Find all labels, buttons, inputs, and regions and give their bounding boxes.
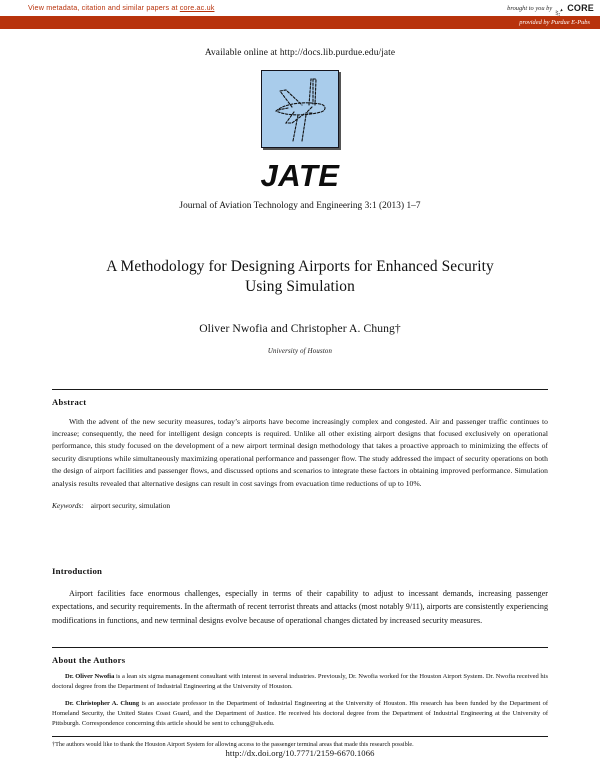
core-banner-top-row <box>0 0 600 16</box>
paper-title-line-1: A Methodology for Designing Airports for Enhanced Security <box>106 258 494 275</box>
author-bio-2 <box>52 699 548 729</box>
metadata-notice <box>28 3 214 12</box>
airplane-icon <box>262 71 338 147</box>
jate-wordmark: JATE <box>260 158 340 193</box>
abstract-text: With the advent of the new security measures, today’s airports have become increasingly complex and congested. Air and passenger traffic continues to increase; consequently, the need for intelligent design concepts is required. Unlike all other existing airport designs that focused exclusively on operational performance, this study focused on the development of a new airport terminal design methodology that takes a proactive approach to minimizing the effects of security disruptions while simultaneously maximizing operational performance and passenger flow. The study addressed the impact of security operations on both the design of airport facilities and passenger flows, and discussed options and scenarios to integrate these factors in obtaining improved performance. Simulation analysis results revealed that alternative designs can result in cost savings from evacuation time reductions of up to 10%. <box>52 416 548 488</box>
available-online-line: Available online at http://docs.lib.purdue.edu/jate <box>204 48 396 58</box>
about-authors-heading: About the Authors <box>52 655 126 666</box>
paper-page <box>0 48 600 749</box>
core-wordmark: CORE <box>567 3 594 13</box>
page-title <box>52 257 548 298</box>
keywords-label: Keywords: <box>52 500 84 510</box>
author-affiliation: University of Houston <box>267 347 333 355</box>
core-banner <box>0 0 600 30</box>
core-logo-icon <box>555 4 564 13</box>
author-bio-2-name: Dr. Christopher A. Chung <box>65 699 140 707</box>
core-ac-uk-link[interactable]: core.ac.uk <box>179 3 215 12</box>
journal-logo-wrap <box>52 70 548 148</box>
brought-to-you-by-label: brought to you by <box>507 4 553 12</box>
jate-logo <box>261 70 339 148</box>
author-bio-2-text: is an associate professor in the Department of Industrial Engineering at the University of Houston. His research has been funded by the Department of Homeland Security, the United States Coast Guard, and the Department of Justice. He received his doctoral degree from the Department of Industrial Engineering at the University of Pittsburgh. Correspondence concerning this article should be sent to cchung@uh.edu. <box>52 699 548 727</box>
author-bio-1-text: is a lean six sigma management consultant with interest in several industries. Previously, Dr. Nwofia worked for the Houston Airport System. Dr. Nwofia received his doctoral degree from the Department of Industrial Engineering at the University of Houston. <box>52 673 548 691</box>
paper-title-line-2: Using Simulation <box>245 278 355 296</box>
keywords-line <box>52 501 548 510</box>
doi-link[interactable]: http://dx.doi.org/10.7771/2159-6670.1066 <box>225 748 375 758</box>
author-bio-1 <box>52 672 548 692</box>
metadata-notice-text: View metadata, citation and similar papers at <box>28 3 180 12</box>
journal-citation-line: Journal of Aviation Technology and Engineering 3:1 (2013) 1–7 <box>179 201 421 211</box>
introduction-text: Airport facilities face enormous challenges, especially in terms of their capability to adjust to incessant demands, increasing passenger expectations, and security requirements. In the aftermath of recent terrorist threats and attacks (most notably 9/11), airports are consistently experiencing modifications in functions, and new terminal designs evolve because of operational changes dictated by increased security measures. <box>52 588 548 625</box>
author-list: Oliver Nwofia and Christopher A. Chung† <box>199 321 401 335</box>
about-authors-divider <box>52 647 548 648</box>
core-attribution <box>507 3 594 13</box>
core-orange-bar <box>0 16 600 29</box>
keywords-value: airport security, simulation <box>90 500 171 510</box>
footnote-text: †The authors would like to thank the Houston Airport System for allowing access to the passenger terminal areas that made this research possible. <box>52 740 414 748</box>
introduction-heading: Introduction <box>52 565 103 576</box>
abstract-heading: Abstract <box>52 396 87 407</box>
abstract-divider <box>52 389 548 390</box>
footnote-divider <box>52 736 548 737</box>
author-bio-1-name: Dr. Oliver Nwofia <box>65 673 115 681</box>
provided-by-label: provided by Purdue E-Pubs <box>519 18 590 26</box>
